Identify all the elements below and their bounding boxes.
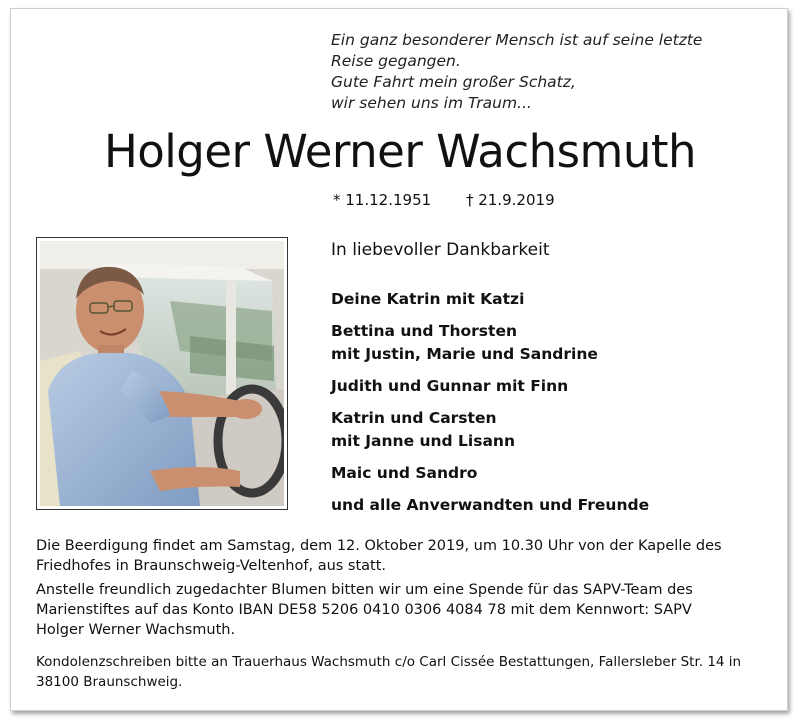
list-item — [331, 320, 781, 366]
list-item — [331, 288, 781, 311]
notice-line: 38100 Braunschweig. — [36, 674, 183, 690]
motto-verse — [331, 30, 771, 114]
portrait-photo — [36, 237, 288, 510]
mourner-line: Judith und Gunnar mit Finn — [331, 377, 569, 395]
condolence-notice — [36, 652, 776, 692]
motto-line: wir sehen uns im Traum... — [331, 94, 532, 112]
mourner-line: Maic und Sandro — [331, 464, 478, 482]
mourners-list — [331, 288, 781, 526]
notice-line: Friedhofes in Braunschweig-Veltenhof, aus statt. — [36, 558, 387, 574]
mourner-line: mit Janne und Lisann — [331, 432, 515, 450]
mourner-line: Bettina und Thorsten — [331, 322, 517, 340]
mourner-line: und alle Anverwandten und Freunde — [331, 496, 650, 514]
donation-notice — [36, 580, 776, 640]
funeral-notice — [36, 536, 776, 576]
motto-line: Gute Fahrt mein großer Schatz, — [331, 73, 576, 91]
mourner-line: mit Justin, Marie und Sandrine — [331, 345, 598, 363]
mourner-line: Katrin und Carsten — [331, 409, 497, 427]
notice-line: Die Beerdigung findet am Samstag, dem 12. Oktober 2019, um 10.30 Uhr von der Kapelle des — [36, 538, 722, 554]
motto-line: Reise gegangen. — [331, 52, 461, 70]
list-item — [331, 494, 781, 517]
thanks-heading: In liebevoller Dankbarkeit — [331, 240, 550, 260]
list-item — [331, 462, 781, 485]
notice-line: Kondolenzschreiben bitte an Trauerhaus Wachsmuth c/o Carl Cissée Bestattungen, Fallersleber Str. 14 in — [36, 654, 742, 670]
notice-line: Holger Werner Wachsmuth. — [36, 622, 236, 638]
list-item — [331, 375, 781, 398]
list-item — [331, 407, 781, 453]
mourner-line: Deine Katrin mit Katzi — [331, 290, 525, 308]
deceased-name: Holger Werner Wachsmuth — [103, 125, 697, 178]
death-date: † 21.9.2019 — [466, 191, 555, 209]
portrait-photo-icon — [40, 241, 284, 506]
motto-line: Ein ganz besonderer Mensch ist auf seine letzte — [331, 31, 703, 49]
notice-line: Marienstiftes auf das Konto IBAN DE58 5206 0410 0306 4084 78 mit dem Kennwort: SAPV — [36, 602, 692, 618]
notice-line: Anstelle freundlich zugedachter Blumen bitten wir um eine Spende für das SAPV-Team des — [36, 582, 693, 598]
birth-date: * 11.12.1951 — [333, 191, 432, 209]
